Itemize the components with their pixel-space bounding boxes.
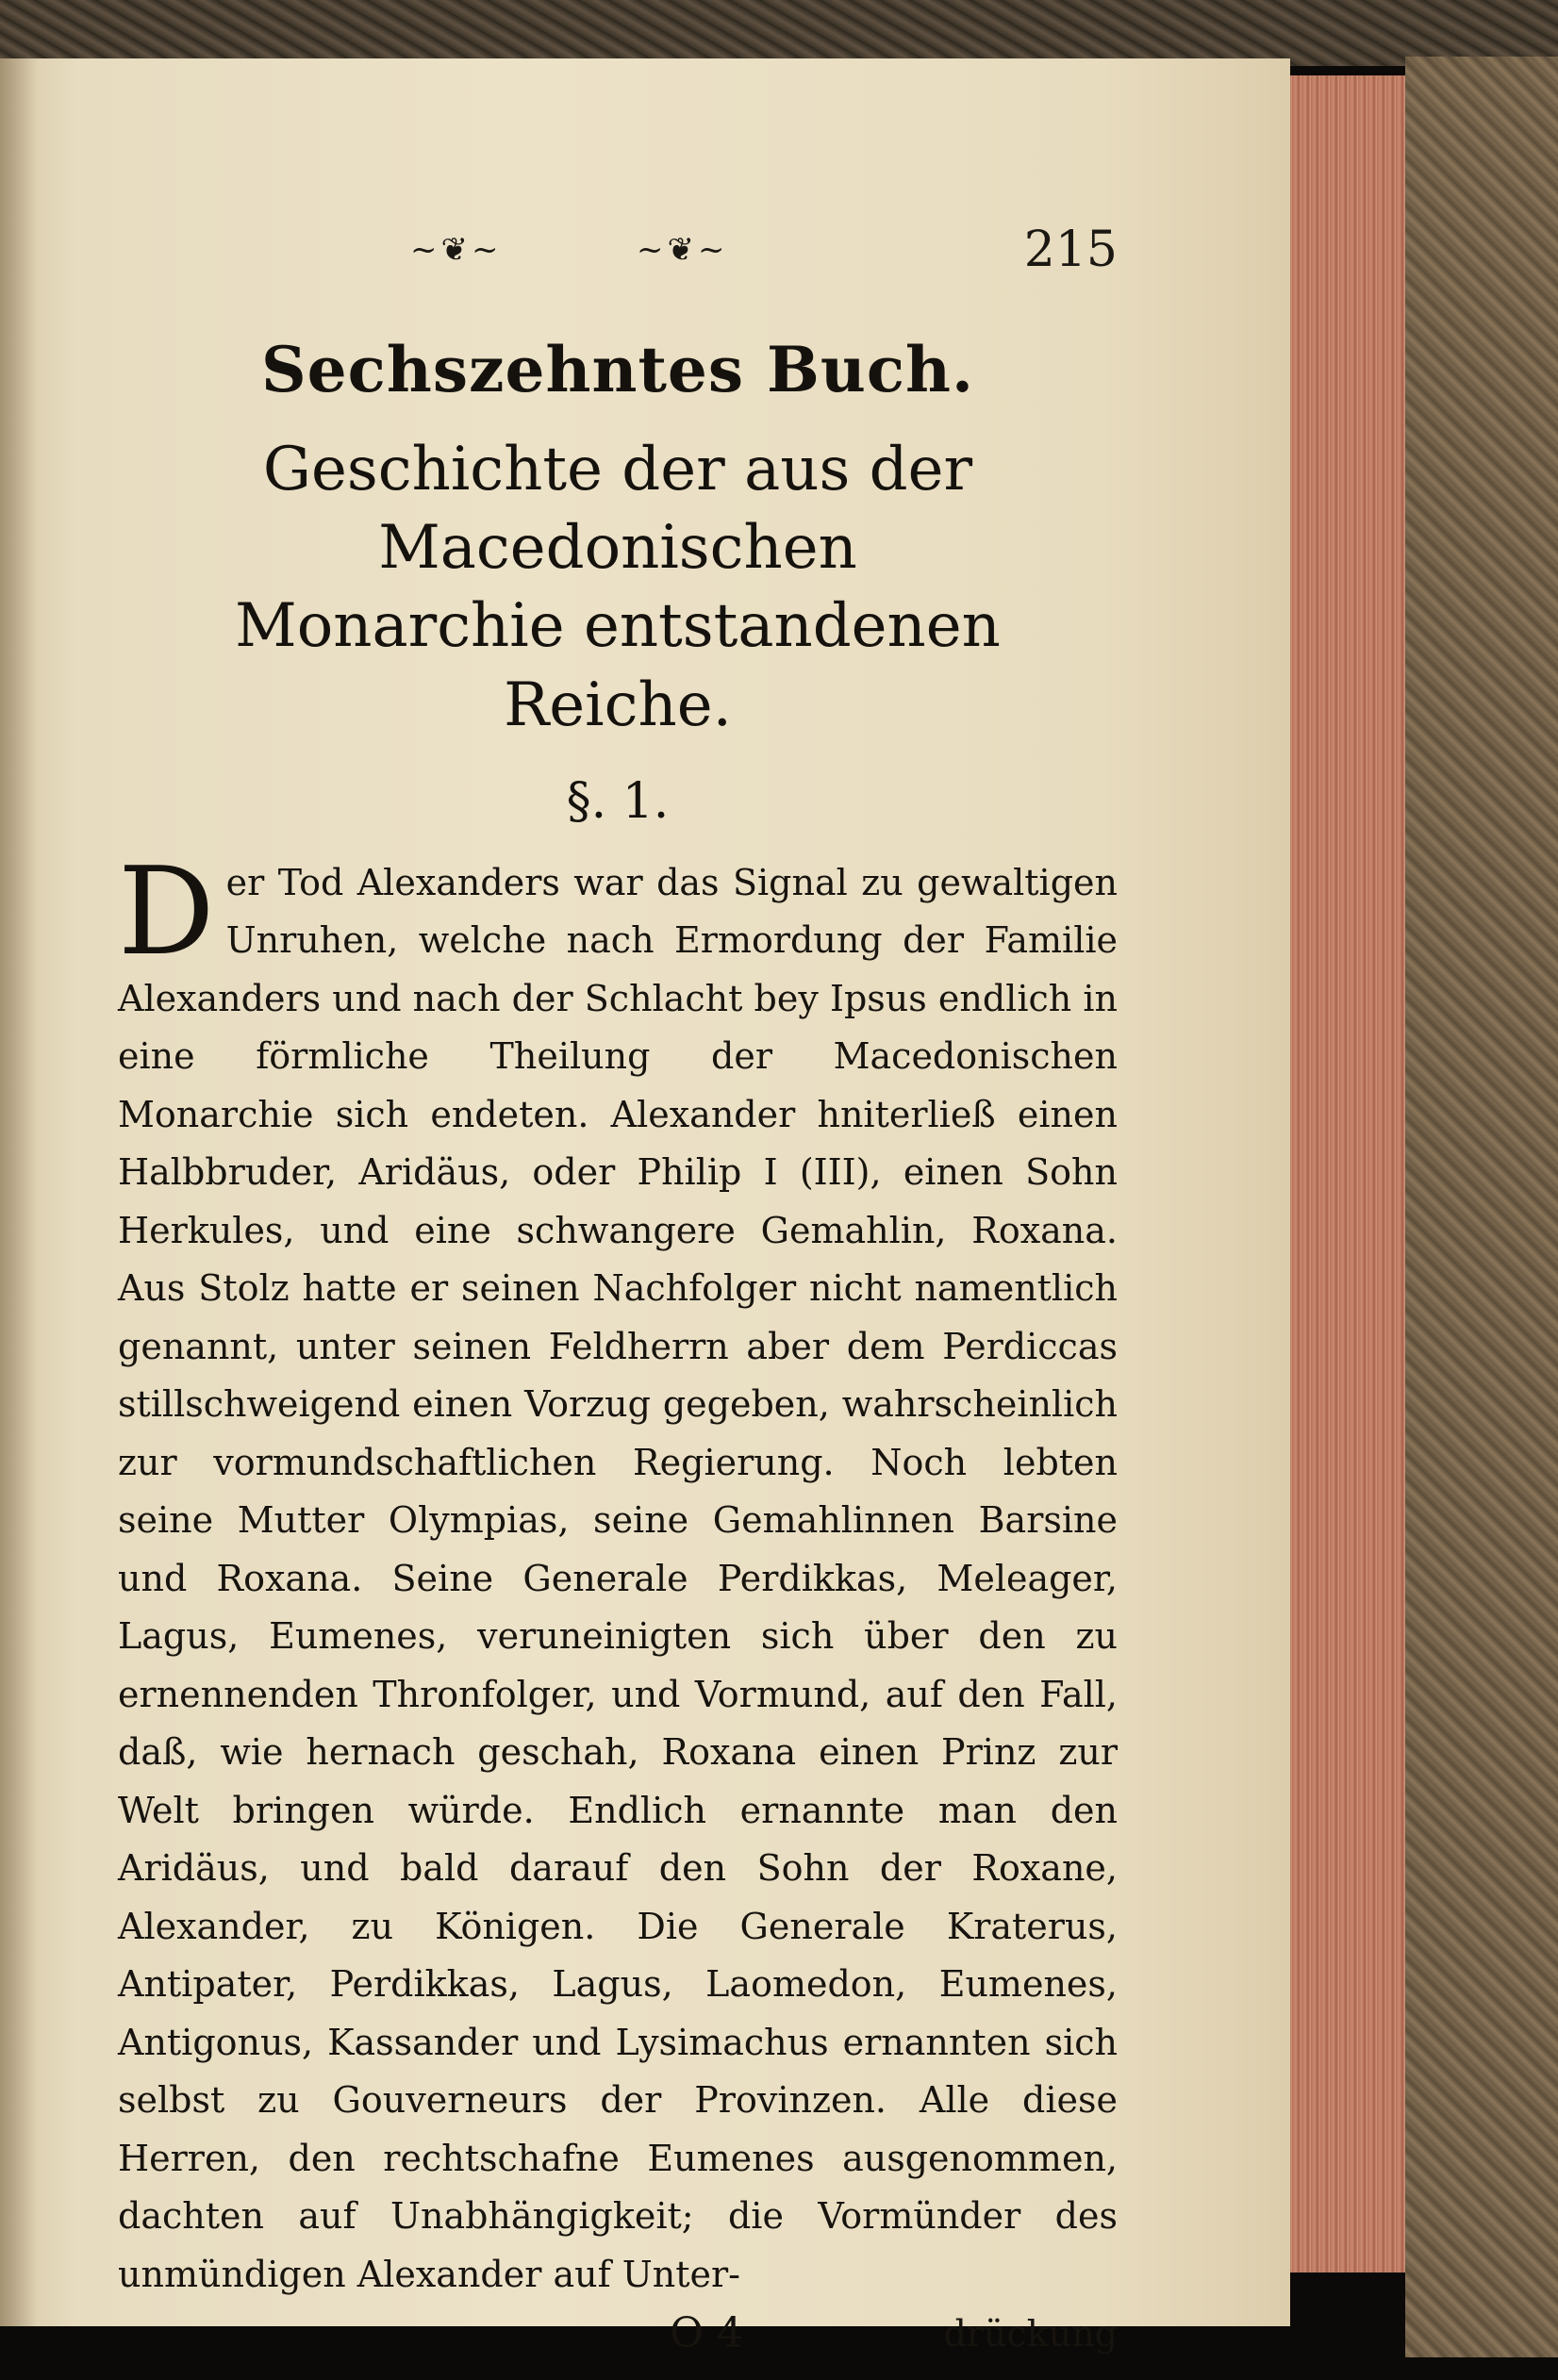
chapter-title-line-1: Geschichte der aus der Macedonischen [262, 435, 973, 584]
ornament-right-icon: ~❦~ [637, 231, 729, 269]
signature-mark: O 4 [670, 2309, 744, 2358]
section-mark: §. 1. [566, 772, 670, 830]
chapter-title [118, 431, 1118, 745]
ornament-left-icon: ~❦~ [410, 231, 503, 269]
page-edges [1273, 75, 1405, 2273]
page-content [118, 212, 1118, 2375]
page-number: 215 [1023, 222, 1118, 278]
book-cover [1405, 57, 1558, 2357]
catchword: drückung [943, 2313, 1118, 2355]
drop-cap: D [118, 841, 215, 983]
body-text: er Tod Alexanders war das Signal zu gewaltigen Unruhen, welche nach Ermordung der Familie Alexanders und nach der Schlacht bey Ipsus endlich in eine förmliche Theilung der Macedonischen Monarchie sich endeten. Alexander hniterließ einen Halbbruder, Aridäus, oder Philip I (III), einen Sohn Herkules, und eine schwangere Gemahlin, Roxana. Aus Stolz hatte er seinen Nachfolger nicht namentlich genannt, unter seinen Feldherrn aber dem Perdiccas stillschweigend einen Vorzug gegeben, wahrscheinlich zur vormundschaftlichen Regierung. Noch lebten seine Mutter Olympias, seine Gemahlinnen Barsine und Roxana. Seine Generale Perdikkas, Meleager, Lagus, Eumenes, veruneinigten sich über den zu ernennenden Thronfolger, und Vormund, auf den Fall, daß, wie hernach geschah, Roxana einen Prinz zur Welt bringen würde. Endlich ernannte man den Aridäus, und bald darauf den Sohn der Roxane, Alexander, zu Königen. Die Generale Kraterus, Antipater, Perdikkas, Lagus, Laomedon, Eumenes, Antigonus, Kassander und Lysimachus ernannten sich selbst zu Gouverneurs der Provinzen. Alle diese Herren, den rechtschafne Eumenes ausgenommen, dachten auf Unabhängigkeit; die Vormünder des unmündigen Alexander auf Unter- [118, 861, 1118, 2295]
page-header [118, 212, 1118, 288]
book-cover-top [0, 0, 1558, 66]
page-footer [118, 2309, 1118, 2375]
chapter-title-line-2: Monarchie entstandenen Reiche. [235, 591, 1001, 740]
book-title: Sechszehntes Buch. [261, 333, 974, 406]
body-paragraph [118, 841, 1118, 2305]
spine-shadow [0, 58, 38, 2326]
